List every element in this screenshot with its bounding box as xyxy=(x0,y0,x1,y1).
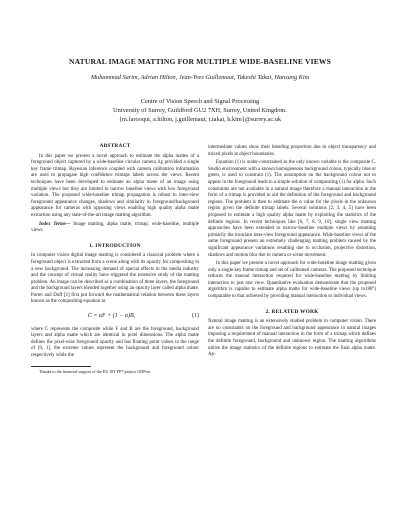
introduction-heading: 1. INTRODUCTION xyxy=(89,242,141,249)
right-paragraph-1: intermediate values show their blending proportion due to object transparency and mixed pixels at object boundaries. xyxy=(208,145,376,157)
equation-body: C = αF + (1 − α)B, xyxy=(87,313,136,320)
paper-title: NATURAL IMAGE MATTING FOR MULTIPLE WIDE-BASELINE VIEWS xyxy=(68,57,332,66)
related-work-paragraph: Natural image matting is an extensively studied problem in computer vision. There are no constraints on the foreground and background appearance in natural images imposing a requirement of manual interaction in the form of a trimap which defines the definite foreground, background and unknown region. The matting algorithms utilise the image statistics of the definite regions to estimate the final alpha matte. Ap- xyxy=(208,319,376,358)
abstract-heading: ABSTRACT xyxy=(99,143,131,149)
intro-paragraph-2: where C represents the composite while F and B are the foreground, background layers and alpha matte which are identical in pixel dimensions. The alpha matte defines the pixel-wise foreground opacity and has floating point values in the range of [0, 1], the extreme values represent the background and foreground colour respectively while the xyxy=(31,326,199,359)
left-column xyxy=(31,143,199,374)
affiliation-address: University of Surrey, Guildford GU2 7XH, Surrey, United Kingdom. xyxy=(113,107,287,114)
footnote: Thanks to the financial support of the EU IST FP7 project ODPon. xyxy=(39,368,151,374)
index-terms-text: Image matting, alpha matte, trimap, wide-baseline, multiple views. xyxy=(31,221,199,234)
paper-authors: Muhammad Sarim, Adrian Hilton, Jean-Yves Guillemaut, Takeshi Takai, Hansung Kim xyxy=(90,74,310,81)
footnote-rule xyxy=(31,366,91,367)
index-terms xyxy=(31,222,199,235)
affiliation-block xyxy=(0,97,400,124)
intro-paragraph-1: In computer vision digital image matting is considered a classical problem where a foreground object is extracted from a scene along with its opacity for compositing in a new background. The increasing demand of special effects in the media industry and the concept of virtual reality have triggered the extensive study of the matting problem. An image can be described as a combination of three layers, the foreground and the background layers blended together using an opacity layer called alpha matte. Porter and Duff [1] first put forward the mathematical relation between these layers known as the compositing equation as xyxy=(31,253,199,305)
right-column xyxy=(208,145,376,361)
right-paragraph-3: In this paper we present a novel approach for wide-baseline image matting given only a single key frame trimap and set of calibrated cameras. The proposed technique reduces the manual interaction required for wide-baseline matting by limiting interaction to just one view. Quantitative evaluation demonstrate that the proposed algorithm is capable to estimate alpha matte for wide-baseline views (up to180°) comparable to that achieved by providing manual interaction to individual views. xyxy=(208,261,376,300)
compositing-equation xyxy=(31,313,199,320)
abstract-text: In this paper we present a novel approach to estimate the alpha mattes of a foreground object captured by a wide-baseline circular camera rig provided a single key frame trimap. Bayesian inference coupled with camera calibration information are used to propagate high confidence trimaps labels across the views. Recent techniques have been developed to estimate an alpha matte of an image using multiple views but they are limited to narrow baseline views with low foreground variation. The proposed wide-baseline trimap propagation is robust to inter-view foreground appearance changes, shadows and similarity in foreground/background appearance for cameras with opposing views enabling high quality alpha matte extraction using any state-of-the-art image matting algorithm. xyxy=(31,153,199,218)
index-terms-label: Index Terms— xyxy=(39,221,71,227)
right-paragraph-2: Equation (1) is under-constrained as the only known variable is the composite C. Studio environment with a known homogeneous background colour, typically blue or green, is used to constrain (1). The assumption on the background colour not to appear in the foreground leads to a simple solution of compositing (1) for alpha. Such constraints are not available in a natural image therefore a manual interaction in the form of a trimap is provided to aid the definition of the foreground and background regions. The problem is then to estimate the α value for the pixels in the unknown region given the definite trimap labels. Several solutions [2, 3, 4, 5] have been proposed to estimate a high quality alpha matte by exploiting the statistics of the definite regions. In recent techniques like [6, 7, 8, 9, 10], single view matting approaches have been extended to narrow-baseline multiple views by assuming primarily the invariant inter-view foreground appearance. Wide-baseline views of the same foreground present an extremely challenging matting problem caused by the significant appearance variations resulting due to occlusion, projective distortion, shadows and motion blur due to camera or scene movement. xyxy=(208,160,376,258)
affiliation-emails: {m.farooqui, a.hilton, j.guillemaut, t.takai, h.kim}@surrey.ac.uk xyxy=(118,116,281,123)
affiliation-lab: Centre of Vision Speech and Signal Processing xyxy=(140,98,260,105)
related-work-heading: 2. RELATED WORK xyxy=(265,308,319,315)
equation-number: (1) xyxy=(192,313,199,320)
